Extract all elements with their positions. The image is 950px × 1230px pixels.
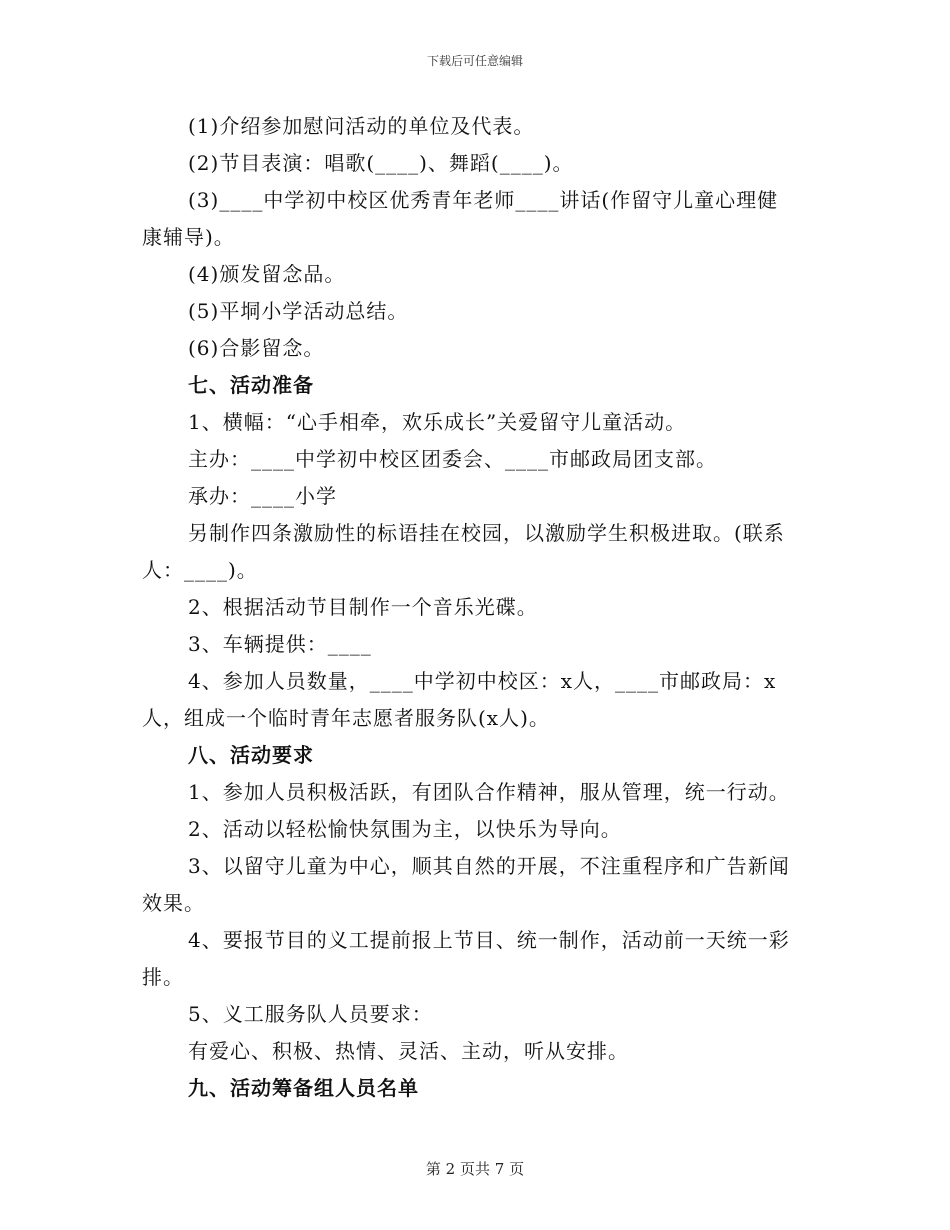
agenda-item-5: (5)平垌小学活动总结。	[188, 299, 409, 323]
prep-banners: 另制作四条激励性的标语挂在校园，以激励学生积极进取。(联系	[188, 521, 785, 545]
prep-item-1: 1、横幅：“心手相牵，欢乐成长”关爱留守儿童活动。	[188, 410, 687, 434]
req-item-5: 5、义工服务队人员要求：	[188, 1002, 433, 1026]
req-item-3: 3、以留守儿童为中心，顺其自然的开展，不注重程序和广告新闻	[188, 854, 790, 878]
agenda-item-3: (3)____中学初中校区优秀青年老师____讲话(作留守儿童心理健	[188, 188, 779, 212]
prep-organizer: 主办：____中学初中校区团委会、____市邮政局团支部。	[188, 447, 717, 471]
prep-item-3: 3、车辆提供：____	[188, 632, 372, 656]
section-heading-preparation: 七、活动准备	[188, 373, 314, 397]
page-footer: 第 2 页共 7 页	[425, 1160, 525, 1178]
agenda-item-2: (2)节目表演：唱歌(____)、舞蹈(____)。	[188, 151, 574, 175]
agenda-item-6: (6)合影留念。	[188, 336, 325, 360]
prep-item-4-cont: 人，组成一个临时青年志愿者服务队(x人)。	[142, 706, 550, 730]
req-item-4: 4、要报节目的义工提前报上节目、统一制作，活动前一天统一彩	[188, 928, 790, 952]
section-heading-requirements: 八、活动要求	[188, 743, 314, 767]
req-item-1: 1、参加人员积极活跃，有团队合作精神，服从管理，统一行动。	[188, 780, 790, 804]
agenda-item-1: (1)介绍参加慰问活动的单位及代表。	[188, 114, 535, 138]
prep-item-2: 2、根据活动节目制作一个音乐光碟。	[188, 595, 538, 619]
req-item-5-detail: 有爱心、积极、热情、灵活、主动，听从安排。	[188, 1039, 629, 1063]
req-item-3-cont: 效果。	[142, 891, 205, 915]
req-item-2: 2、活动以轻松愉快氛围为主，以快乐为导向。	[188, 817, 622, 841]
prep-host: 承办：____小学	[188, 484, 337, 508]
prep-banners-cont: 人：____)。	[142, 558, 258, 582]
req-item-4-cont: 排。	[142, 965, 184, 989]
agenda-item-3-cont: 康辅导)。	[142, 225, 235, 249]
page-header: 下载后可任意编辑	[426, 54, 523, 68]
agenda-item-4: (4)颁发留念品。	[188, 262, 346, 286]
section-heading-staff-list: 九、活动筹备组人员名单	[188, 1076, 419, 1100]
prep-item-4: 4、参加人员数量，____中学初中校区：x人，____市邮政局：x	[188, 669, 777, 693]
